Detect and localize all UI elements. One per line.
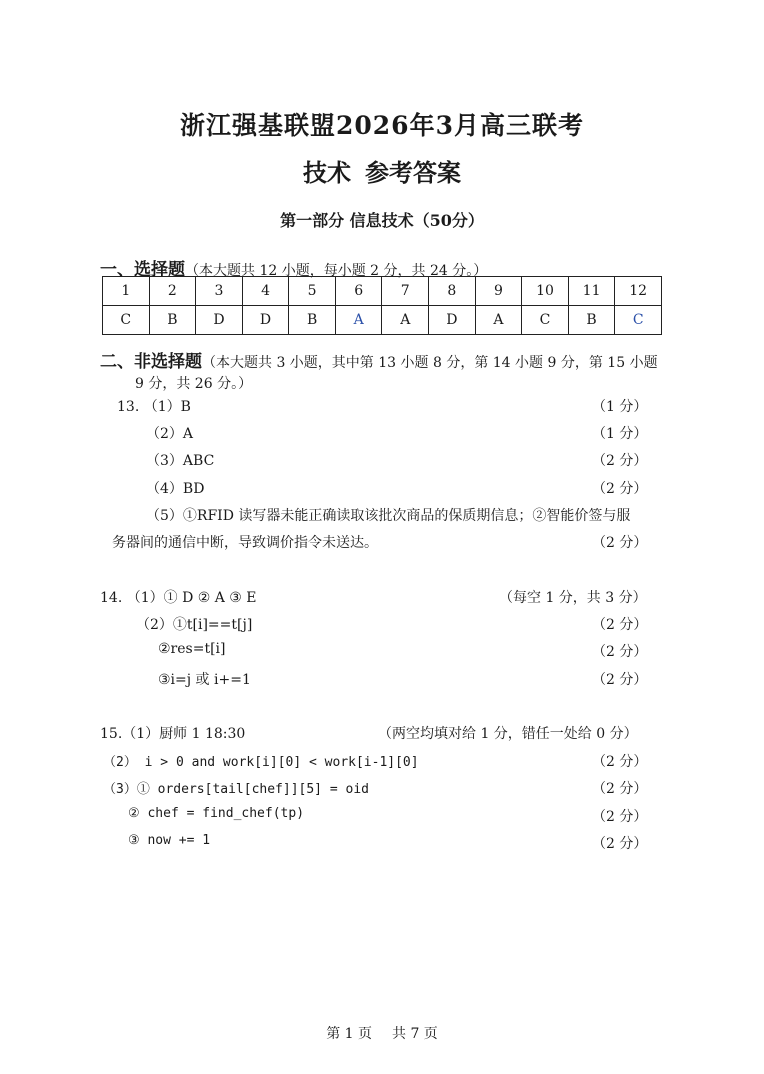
answer-cell: A [382, 306, 429, 335]
question-number: 7 [382, 277, 429, 306]
section2-heading-line [100, 347, 658, 372]
q13-item3-score: （2 分） [592, 453, 648, 469]
page-number: 第 1 页 [326, 1026, 372, 1042]
q14-line3-score: （2 分） [592, 644, 648, 660]
q13-item4: （4）BD [146, 481, 205, 497]
answer-table-answers-row [103, 306, 662, 335]
subtitle-answers: 参考答案 [365, 158, 461, 187]
q13-item1-score: （1 分） [592, 399, 648, 415]
q13-item2: （2）A [146, 426, 194, 442]
question-number: 2 [149, 277, 196, 306]
q15-line2-score: （2 分） [592, 754, 648, 770]
question-number: 12 [615, 277, 662, 306]
section2-note-line2: 9 分，共 26 分。） [135, 376, 253, 392]
q15-line2: （2） i > 0 and work[i][0] < work[i-1][0] [103, 755, 419, 770]
q13-item5-line1: （5）①RFID 读写器未能正确读取该批次商品的保质期信息；②智能价签与服 [146, 508, 631, 524]
q13-item3: （3）ABC [146, 453, 215, 469]
q15-line4-score: （2 分） [592, 809, 648, 825]
answer-cell: D [196, 306, 243, 335]
q15-line3: （3）① orders[tail[chef]][5] = oid [103, 782, 369, 797]
answer-cell: C [103, 306, 150, 335]
page-footer [0, 1023, 764, 1043]
q14-line2: （2）①t[i]==t[j] [136, 617, 253, 633]
section2-heading: 二、非选择题 [100, 352, 202, 372]
q14-line2-score: （2 分） [592, 617, 648, 633]
answer-cell: D [429, 306, 476, 335]
question-number: 5 [289, 277, 336, 306]
q13-item2-score: （1 分） [592, 426, 648, 442]
q13-item1: 13. （1）B [117, 399, 191, 415]
q15-line4: ② chef = find_chef(tp) [128, 806, 305, 821]
section1-note: （本大题共 12 小题，每小题 2 分，共 24 分。） [185, 263, 488, 279]
q14-line3: ②res=t[i] [158, 641, 226, 657]
q14-line1: 14. （1）① D ② A ③ E [100, 590, 257, 606]
question-number: 10 [522, 277, 569, 306]
answer-cell: A [475, 306, 522, 335]
question-number: 3 [196, 277, 243, 306]
question-number: 11 [568, 277, 615, 306]
q15-line1-score: （两空均填对给 1 分，错任一处给 0 分） [378, 726, 638, 742]
subtitle-subject: 技术 [303, 158, 351, 187]
section2-note-line1: （本大题共 3 小题，其中第 13 小题 8 分，第 14 小题 9 分，第 15 小题 [202, 355, 658, 371]
question-number: 1 [103, 277, 150, 306]
q13-item5-line2: 务器间的通信中断，导致调价指令未送达。 [112, 535, 378, 551]
q14-line1-score: （每空 1 分，共 3 分） [499, 590, 647, 606]
document-subtitle [0, 153, 764, 188]
question-number: 8 [429, 277, 476, 306]
answer-cell: B [568, 306, 615, 335]
answer-cell: A [335, 306, 382, 335]
answer-table-numbers-row [103, 277, 662, 306]
document-title: 浙江强基联盟2026年3月高三联考 [180, 111, 584, 140]
answer-cell: B [289, 306, 336, 335]
q15-line3-score: （2 分） [592, 781, 648, 797]
q13-item5-score: （2 分） [592, 535, 648, 551]
question-number: 4 [242, 277, 289, 306]
q15-line5: ③ now += 1 [128, 833, 211, 848]
q14-line4: ③i=j 或 i+=1 [158, 672, 251, 688]
q13-item4-score: （2 分） [592, 481, 648, 497]
q14-line4-score: （2 分） [592, 672, 648, 688]
part-heading: 第一部分 信息技术（50分） [280, 211, 484, 230]
answer-cell: C [615, 306, 662, 335]
answer-cell: C [522, 306, 569, 335]
answer-table [102, 276, 662, 335]
question-number: 6 [335, 277, 382, 306]
answer-cell: D [242, 306, 289, 335]
page-total: 共 7 页 [392, 1026, 438, 1042]
answer-cell: B [149, 306, 196, 335]
question-number: 9 [475, 277, 522, 306]
section1-heading: 一、选择题 [100, 260, 185, 280]
q15-line5-score: （2 分） [592, 836, 648, 852]
q15-line1: 15.（1）厨师 1 18:30 [100, 726, 246, 742]
